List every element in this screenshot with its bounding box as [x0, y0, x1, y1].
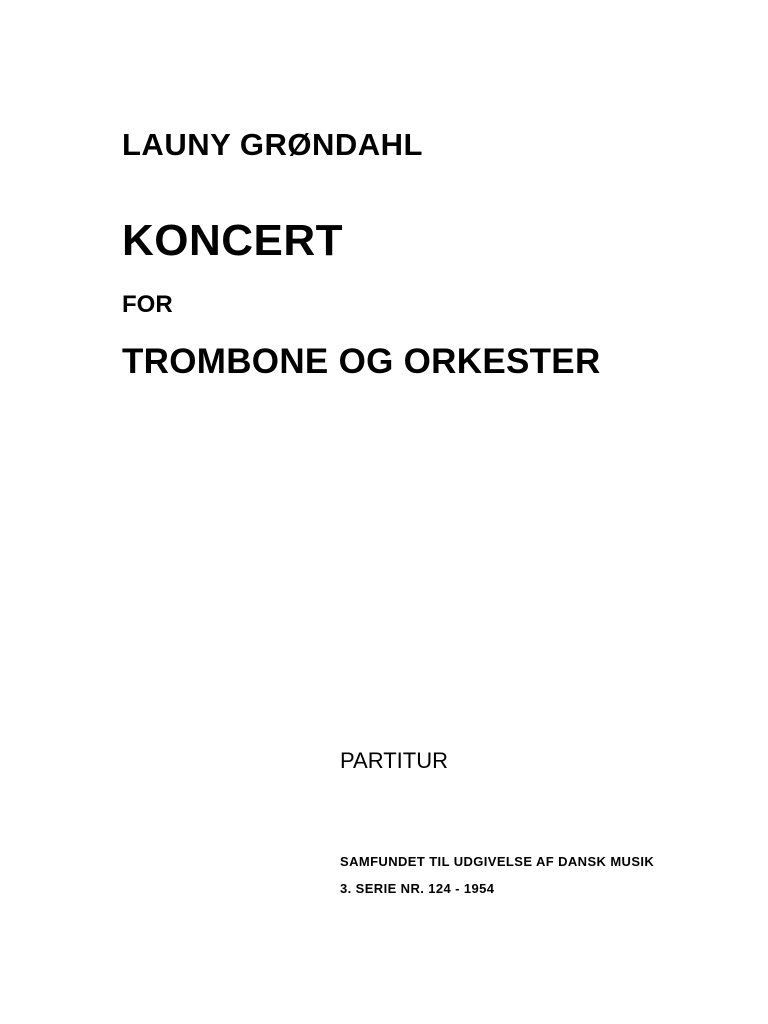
publisher-name: SAMFUNDET TIL UDGIVELSE AF DANSK MUSIK	[340, 854, 655, 869]
work-title: KONCERT	[122, 216, 344, 265]
score-type-label: PARTITUR	[340, 748, 448, 773]
title-connector: FOR	[122, 291, 173, 318]
series-number: 3. SERIE NR. 124 - 1954	[340, 881, 495, 896]
instrumentation-subtitle: TROMBONE OG ORKESTER	[122, 342, 601, 381]
composer-name: LAUNY GRØNDAHL	[122, 127, 423, 162]
